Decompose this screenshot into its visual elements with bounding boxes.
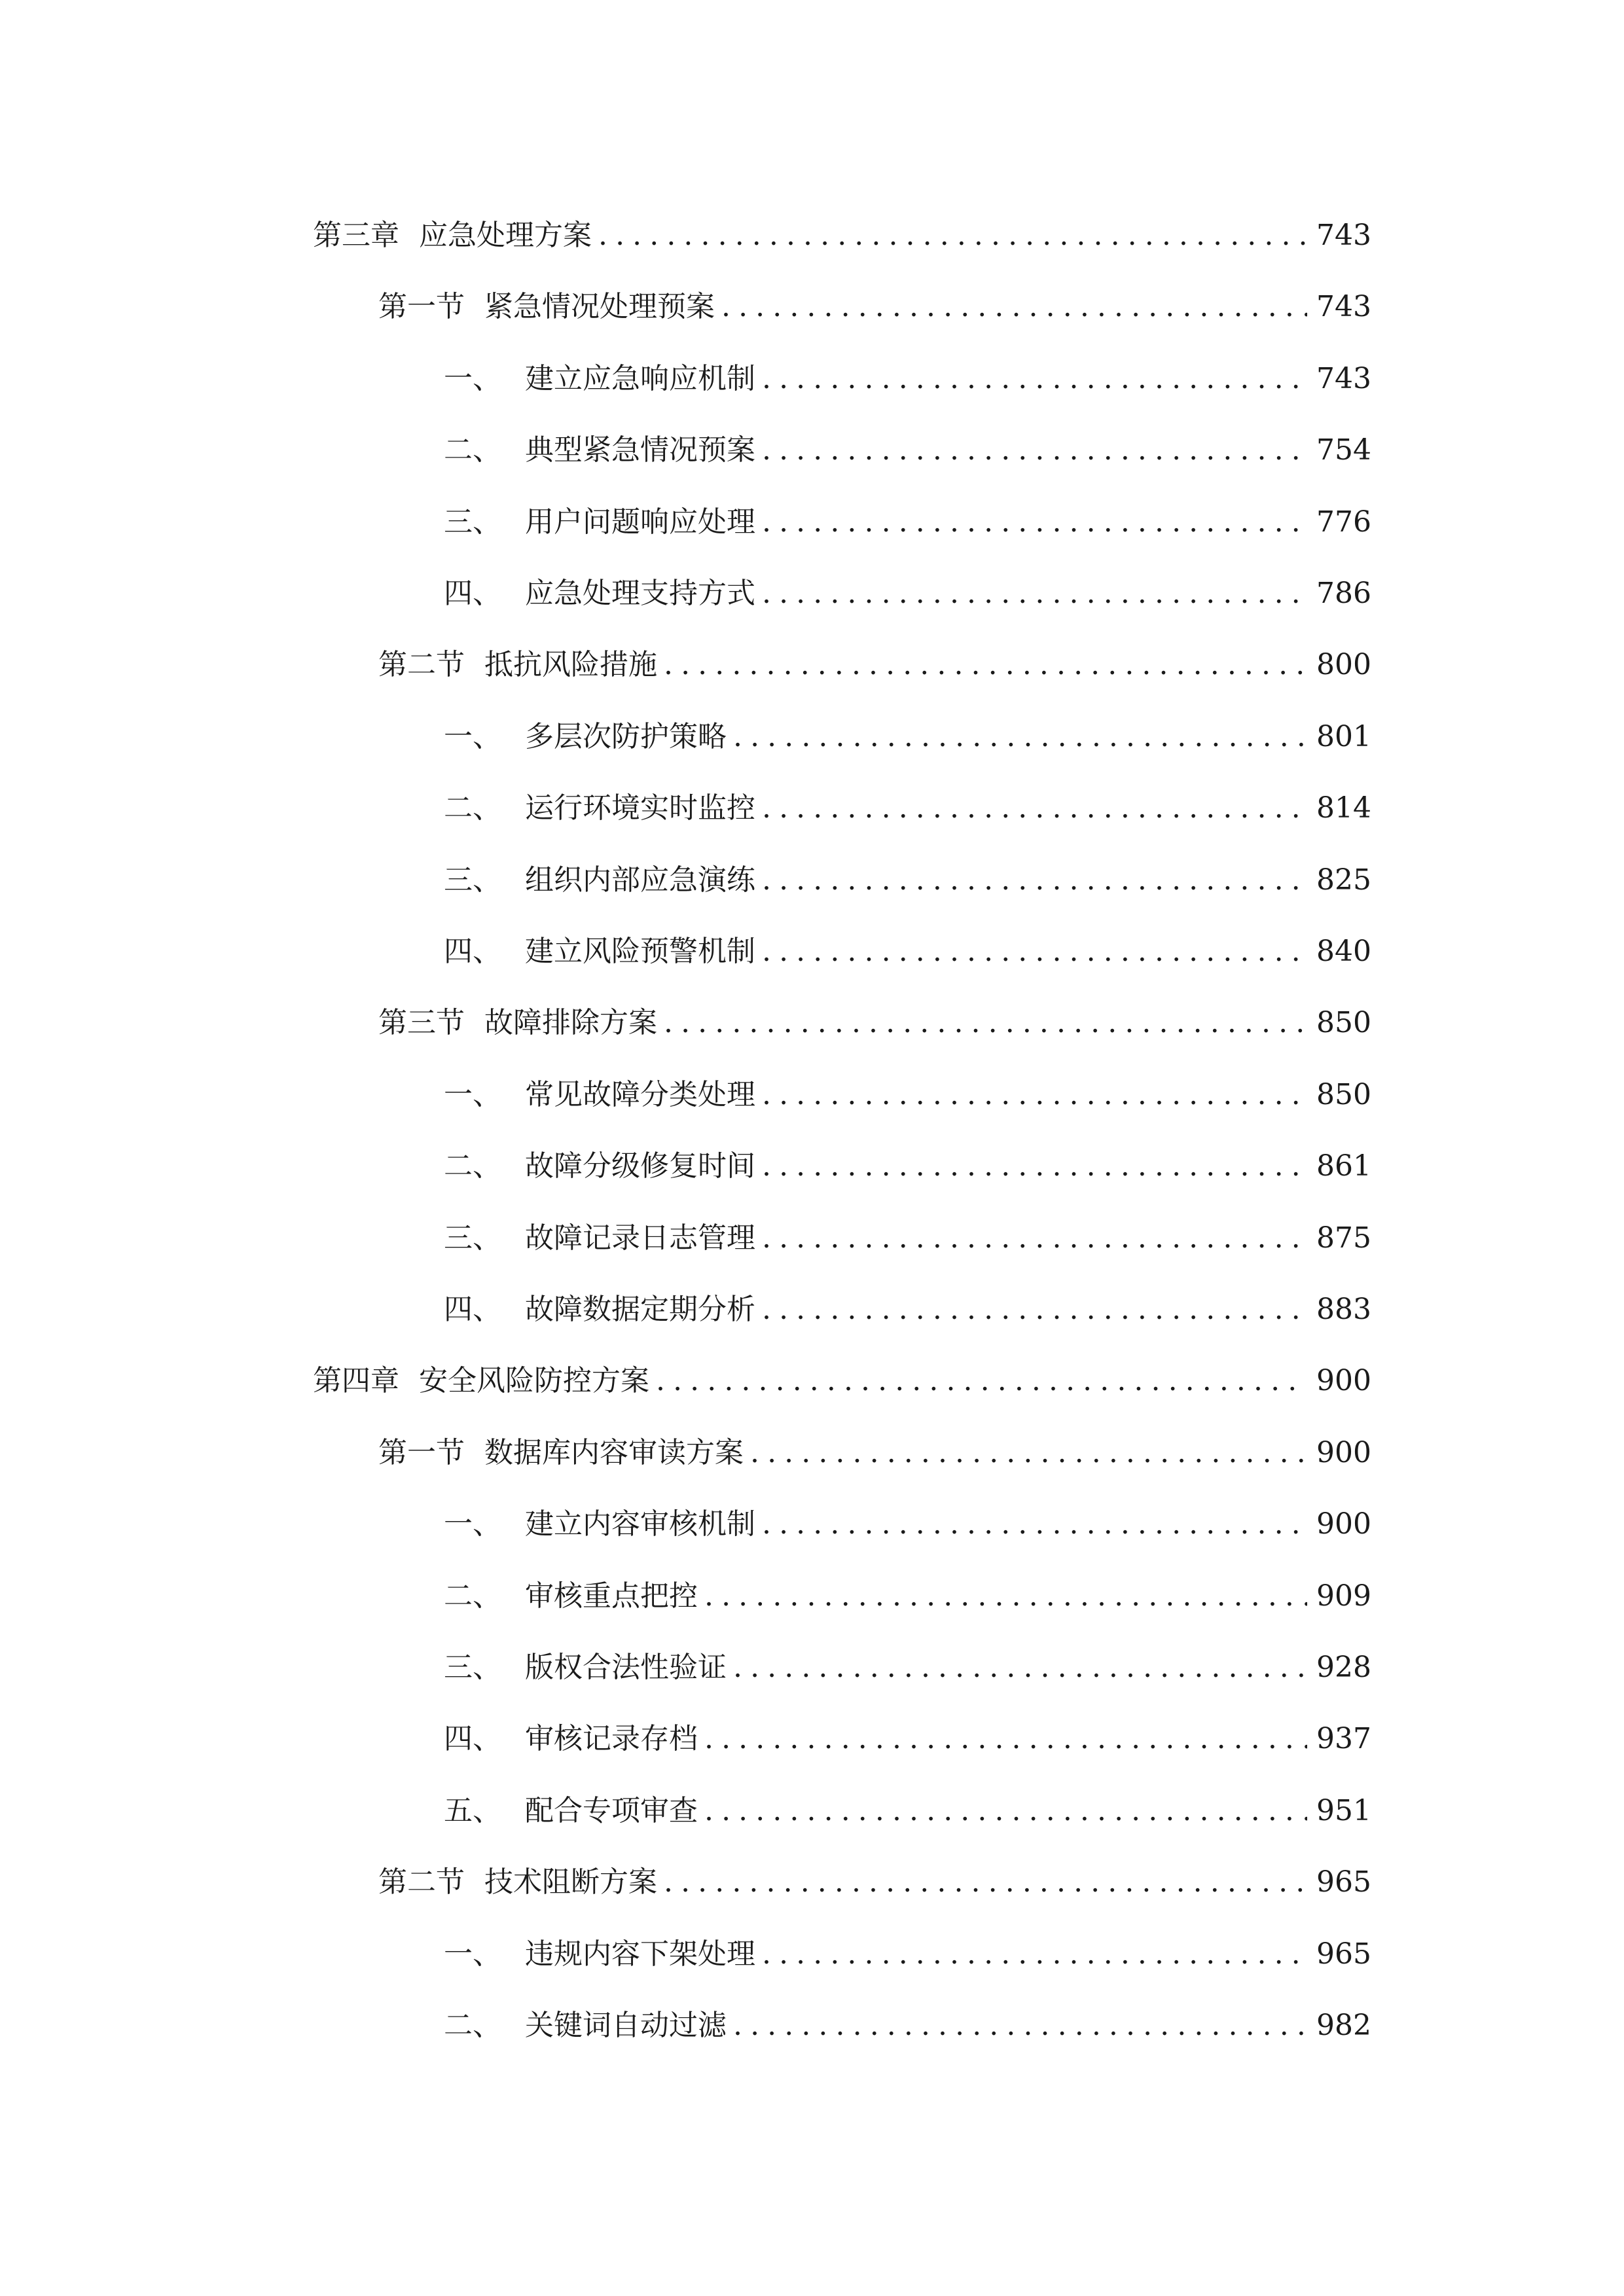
toc-dot-leader (762, 574, 1307, 613)
toc-dot-leader (762, 1147, 1307, 1186)
toc-entry-number: 四、 (444, 935, 501, 968)
toc-entry-number: 二、 (444, 433, 501, 467)
toc-page-number: 743 (1316, 219, 1371, 252)
toc-page-number: 754 (1316, 433, 1371, 467)
toc-page-number: 861 (1316, 1149, 1371, 1183)
toc-entry-title: 关键词自动过滤 (525, 2009, 727, 2042)
toc-dot-leader (664, 645, 1307, 685)
toc-entry-number: 一、 (444, 1507, 501, 1541)
toc-entry-label (444, 1791, 698, 1831)
toc-entry-number: 三、 (444, 1651, 501, 1684)
toc-entry-number: 三、 (444, 505, 501, 539)
toc-entry-label (444, 359, 755, 399)
toc-entry-title: 版权合法性验证 (525, 1651, 727, 1684)
toc-entry[interactable] (444, 776, 1371, 828)
toc-entry-label (444, 1935, 755, 1974)
toc-dot-leader (762, 503, 1307, 542)
toc-entry-label (444, 574, 755, 613)
toc-page-number: 928 (1316, 1651, 1371, 1684)
toc-entry-number: 第一节 (378, 1435, 465, 1469)
toc-entry-title: 技术阻断方案 (484, 1865, 657, 1899)
toc-dot-leader (733, 2006, 1307, 2045)
toc-page-number: 965 (1316, 1937, 1371, 1971)
toc-page-number: 937 (1316, 1722, 1371, 1756)
toc-entry[interactable] (444, 418, 1371, 470)
toc-dot-leader (733, 1648, 1307, 1687)
toc-page-number: 814 (1316, 791, 1371, 825)
toc-page-number: 840 (1316, 935, 1371, 968)
toc-entry-title: 用户问题响应处理 (525, 505, 755, 539)
toc-entry-number: 二、 (444, 1149, 501, 1183)
toc-entry[interactable] (444, 1993, 1371, 2045)
toc-entry-number: 四、 (444, 577, 501, 610)
toc-entry-number: 二、 (444, 791, 501, 825)
toc-dot-leader (598, 216, 1307, 255)
toc-entry-number: 一、 (444, 361, 501, 395)
toc-entry-label (444, 932, 755, 971)
toc-entry[interactable] (444, 1277, 1371, 1329)
toc-dot-leader (762, 861, 1307, 900)
toc-entry[interactable] (444, 848, 1371, 900)
toc-entry-title: 组织内部应急演练 (525, 863, 755, 897)
toc-entry[interactable] (313, 1348, 1371, 1401)
toc-entry[interactable] (444, 561, 1371, 613)
toc-dot-leader (762, 1505, 1307, 1544)
toc-page-number: 965 (1316, 1865, 1371, 1899)
toc-page-number: 900 (1316, 1435, 1371, 1469)
toc-entry-number: 二、 (444, 2009, 501, 2042)
toc-entry-number: 五、 (444, 1793, 501, 1827)
toc-page-number: 850 (1316, 1006, 1371, 1040)
toc-entry-label (378, 287, 715, 327)
toc-entry[interactable] (444, 1134, 1371, 1186)
toc-entry[interactable] (444, 1492, 1371, 1544)
toc-dot-leader (704, 1577, 1307, 1616)
toc-entry-title: 审核记录存档 (525, 1722, 698, 1756)
toc-entry-label (444, 1075, 755, 1115)
toc-entry-number: 第三章 (313, 219, 399, 252)
toc-dot-leader (762, 359, 1307, 399)
toc-entry-title: 违规内容下架处理 (525, 1937, 755, 1971)
toc-entry-number: 第一节 (378, 290, 465, 324)
toc-page-number: 786 (1316, 577, 1371, 610)
toc-page-number: 743 (1316, 361, 1371, 395)
toc-entry[interactable] (378, 632, 1371, 685)
toc-entry-title: 建立应急响应机制 (525, 361, 755, 395)
toc-entry-title: 审核重点把控 (525, 1579, 698, 1613)
toc-entry-title: 典型紧急情况预案 (525, 433, 755, 467)
toc-entry-label (444, 789, 755, 828)
toc-entry-number: 第四章 (313, 1364, 399, 1398)
toc-entry-label (444, 1648, 727, 1687)
toc-entry[interactable] (444, 1706, 1371, 1759)
toc-dot-leader (750, 1433, 1307, 1473)
toc-page-number: 909 (1316, 1579, 1371, 1613)
toc-entry-number: 第二节 (378, 1865, 465, 1899)
toc-entry-title: 数据库内容审读方案 (484, 1435, 744, 1469)
toc-dot-leader (704, 1791, 1307, 1831)
toc-entry-title: 常见故障分类处理 (525, 1077, 755, 1111)
toc-entry-label (444, 1719, 698, 1759)
toc-entry-label (444, 503, 755, 542)
toc-entry-title: 运行环境实时监控 (525, 791, 755, 825)
toc-entry[interactable] (313, 203, 1371, 255)
toc-dot-leader (733, 717, 1307, 757)
toc-page-number: 875 (1316, 1221, 1371, 1255)
toc-entry-title: 应急处理方案 (419, 219, 592, 252)
toc-page-number: 900 (1316, 1364, 1371, 1398)
toc-entry-label (444, 1147, 755, 1186)
toc-entry-title: 应急处理支持方式 (525, 577, 755, 610)
toc-page-number: 850 (1316, 1077, 1371, 1111)
toc-dot-leader (762, 431, 1307, 470)
toc-page-number: 800 (1316, 648, 1371, 682)
toc-entry[interactable] (444, 1635, 1371, 1687)
toc-entry-title: 紧急情况处理预案 (484, 290, 715, 324)
toc-page-number: 801 (1316, 719, 1371, 753)
toc-entry[interactable] (444, 346, 1371, 399)
toc-page-number: 951 (1316, 1793, 1371, 1827)
toc-entry-number: 三、 (444, 1221, 501, 1255)
toc-dot-leader (664, 1863, 1307, 1902)
toc-entry-label (444, 717, 727, 757)
toc-entry-number: 一、 (444, 1937, 501, 1971)
toc-entry-number: 一、 (444, 719, 501, 753)
toc-dot-leader (656, 1361, 1307, 1401)
toc-entry-title: 故障排除方案 (484, 1006, 657, 1040)
toc-entry-title: 故障数据定期分析 (525, 1293, 755, 1326)
toc-entry-label (444, 1219, 755, 1258)
toc-entry-label (378, 1433, 744, 1473)
toc-page-number: 825 (1316, 863, 1371, 897)
toc-entry[interactable] (378, 990, 1371, 1043)
toc-entry-title: 配合专项审查 (525, 1793, 698, 1827)
toc-entry-label (444, 1577, 698, 1616)
toc-page-number: 982 (1316, 2009, 1371, 2042)
toc-dot-leader (762, 1219, 1307, 1258)
toc-entry[interactable] (378, 1850, 1371, 1902)
toc-entry-number: 第三节 (378, 1006, 465, 1040)
toc-dot-leader (762, 789, 1307, 828)
toc-entry-label (313, 1361, 649, 1401)
toc-entry[interactable] (444, 1778, 1371, 1831)
toc-page-number: 883 (1316, 1293, 1371, 1326)
toc-dot-leader (762, 1290, 1307, 1329)
toc-dot-leader (704, 1719, 1307, 1759)
toc-entry-number: 四、 (444, 1722, 501, 1756)
toc-entry-title: 故障记录日志管理 (525, 1221, 755, 1255)
toc-dot-leader (762, 1075, 1307, 1115)
toc-page-number: 900 (1316, 1507, 1371, 1541)
toc-entry-title: 建立内容审核机制 (525, 1507, 755, 1541)
toc-entry-label (444, 431, 755, 470)
toc-entry-label (444, 861, 755, 900)
toc-entry-label (378, 1863, 657, 1902)
toc-dot-leader (762, 1935, 1307, 1974)
toc-dot-leader (664, 1003, 1307, 1043)
toc-entry-number: 二、 (444, 1579, 501, 1613)
toc-dot-leader (762, 932, 1307, 971)
toc-entry-label (378, 645, 657, 685)
toc-entry[interactable] (444, 919, 1371, 971)
toc-entry[interactable] (444, 1062, 1371, 1115)
toc-entry-title: 故障分级修复时间 (525, 1149, 755, 1183)
toc-entry[interactable] (444, 1922, 1371, 1974)
toc-entry[interactable] (378, 1420, 1371, 1473)
toc-entry[interactable] (378, 274, 1371, 327)
toc-entry-title: 抵抗风险措施 (484, 648, 657, 682)
toc-entry-label (444, 1505, 755, 1544)
toc-entry-number: 第二节 (378, 648, 465, 682)
toc-page-number: 776 (1316, 505, 1371, 539)
toc-entry[interactable] (444, 1206, 1371, 1258)
toc-entry-title: 安全风险防控方案 (419, 1364, 649, 1398)
toc-entry-label (444, 2006, 727, 2045)
toc-entry-number: 四、 (444, 1293, 501, 1326)
toc-entry[interactable] (444, 704, 1371, 757)
toc-dot-leader (721, 287, 1307, 327)
toc-entry-label (313, 216, 592, 255)
toc-entry-label (444, 1290, 755, 1329)
toc-entry[interactable] (444, 1564, 1371, 1616)
toc-entry-title: 建立风险预警机制 (525, 935, 755, 968)
toc-entry-number: 一、 (444, 1077, 501, 1111)
toc-page-number: 743 (1316, 290, 1371, 324)
toc-entry-number: 三、 (444, 863, 501, 897)
toc-entry-label (378, 1003, 657, 1043)
toc-entry[interactable] (444, 490, 1371, 542)
toc-entry-title: 多层次防护策略 (525, 719, 727, 753)
